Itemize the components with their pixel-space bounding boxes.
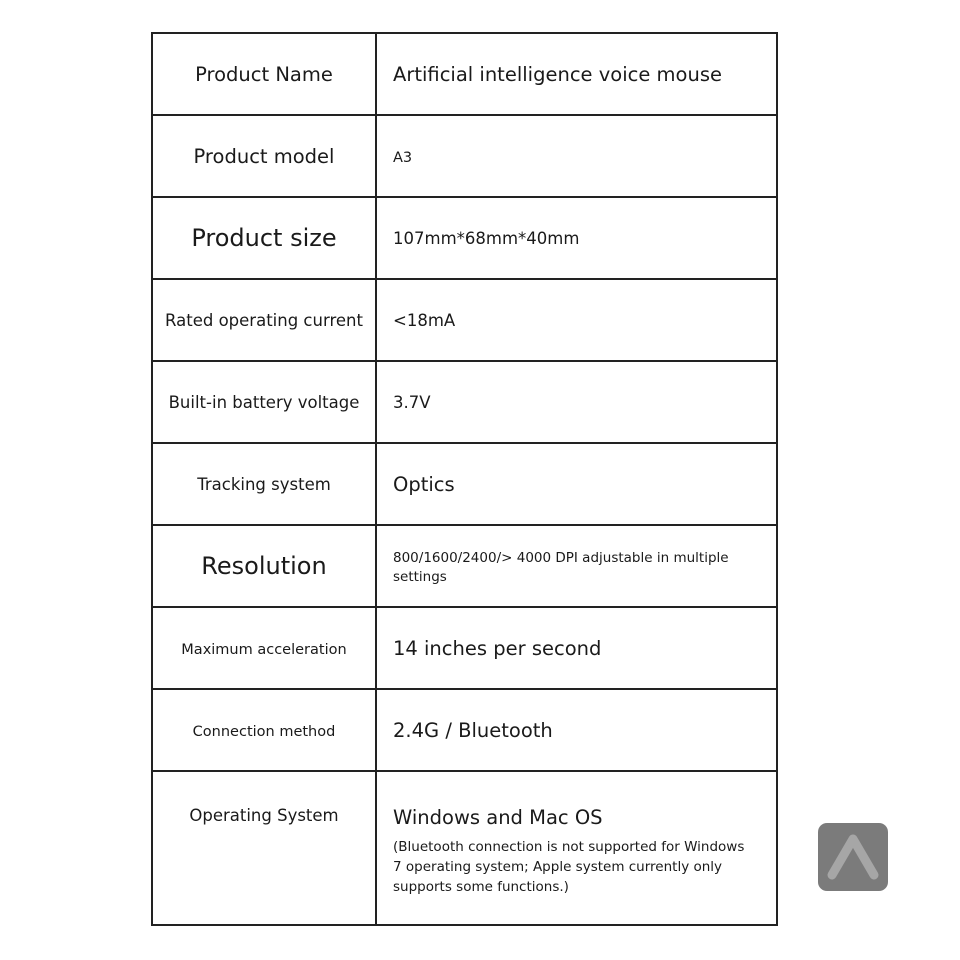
value-cell xyxy=(376,33,777,115)
label-cell xyxy=(152,607,376,689)
table-row xyxy=(152,279,777,361)
value-cell xyxy=(376,197,777,279)
label-cell xyxy=(152,279,376,361)
table-row xyxy=(152,607,777,689)
row-value: 800/1600/2400/> 4000 DPI adjustable in multiple settings xyxy=(393,550,729,585)
row-label: Product size xyxy=(191,224,337,252)
table-row xyxy=(152,443,777,525)
row-value: A3 xyxy=(393,149,413,166)
row-value: <18mA xyxy=(393,310,456,330)
caret-up-logo-icon xyxy=(818,823,888,891)
table-row xyxy=(152,689,777,771)
label-cell xyxy=(152,689,376,771)
row-label: Built-in battery voltage xyxy=(168,392,360,412)
row-value: 3.7V xyxy=(393,392,431,412)
row-label: Product Name xyxy=(195,62,333,86)
row-label: Maximum acceleration xyxy=(181,641,347,658)
value-cell xyxy=(376,115,777,197)
value-cell xyxy=(376,771,777,925)
value-cell xyxy=(376,607,777,689)
label-cell xyxy=(152,443,376,525)
row-value: 2.4G / Bluetooth xyxy=(393,718,553,742)
row-label: Tracking system xyxy=(197,474,331,494)
row-value: Windows and Mac OS xyxy=(393,806,603,829)
table-row xyxy=(152,525,777,607)
row-label: Operating System xyxy=(189,806,339,825)
table-row xyxy=(152,115,777,197)
row-label: Rated operating current xyxy=(165,310,363,330)
label-cell xyxy=(152,771,376,925)
value-cell xyxy=(376,525,777,607)
row-note: (Bluetooth connection is not supported for Windows 7 operating system; Apple system currently only supports some functions.) xyxy=(393,839,745,895)
row-value: Optics xyxy=(393,472,455,496)
table-row xyxy=(152,33,777,115)
table-row xyxy=(152,197,777,279)
label-cell xyxy=(152,33,376,115)
label-cell xyxy=(152,525,376,607)
spec-table xyxy=(151,32,778,926)
value-cell xyxy=(376,361,777,443)
value-cell xyxy=(376,689,777,771)
table-row xyxy=(152,771,777,925)
value-cell xyxy=(376,279,777,361)
label-cell xyxy=(152,197,376,279)
row-value: 107mm*68mm*40mm xyxy=(393,228,580,248)
table-row xyxy=(152,361,777,443)
logo-badge xyxy=(818,823,888,891)
label-cell xyxy=(152,361,376,443)
row-label: Connection method xyxy=(192,723,336,740)
row-label: Resolution xyxy=(201,552,327,580)
value-cell xyxy=(376,443,777,525)
row-value: Artificial intelligence voice mouse xyxy=(393,62,722,86)
row-label: Product model xyxy=(193,144,335,168)
row-value: 14 inches per second xyxy=(393,636,602,660)
label-cell xyxy=(152,115,376,197)
